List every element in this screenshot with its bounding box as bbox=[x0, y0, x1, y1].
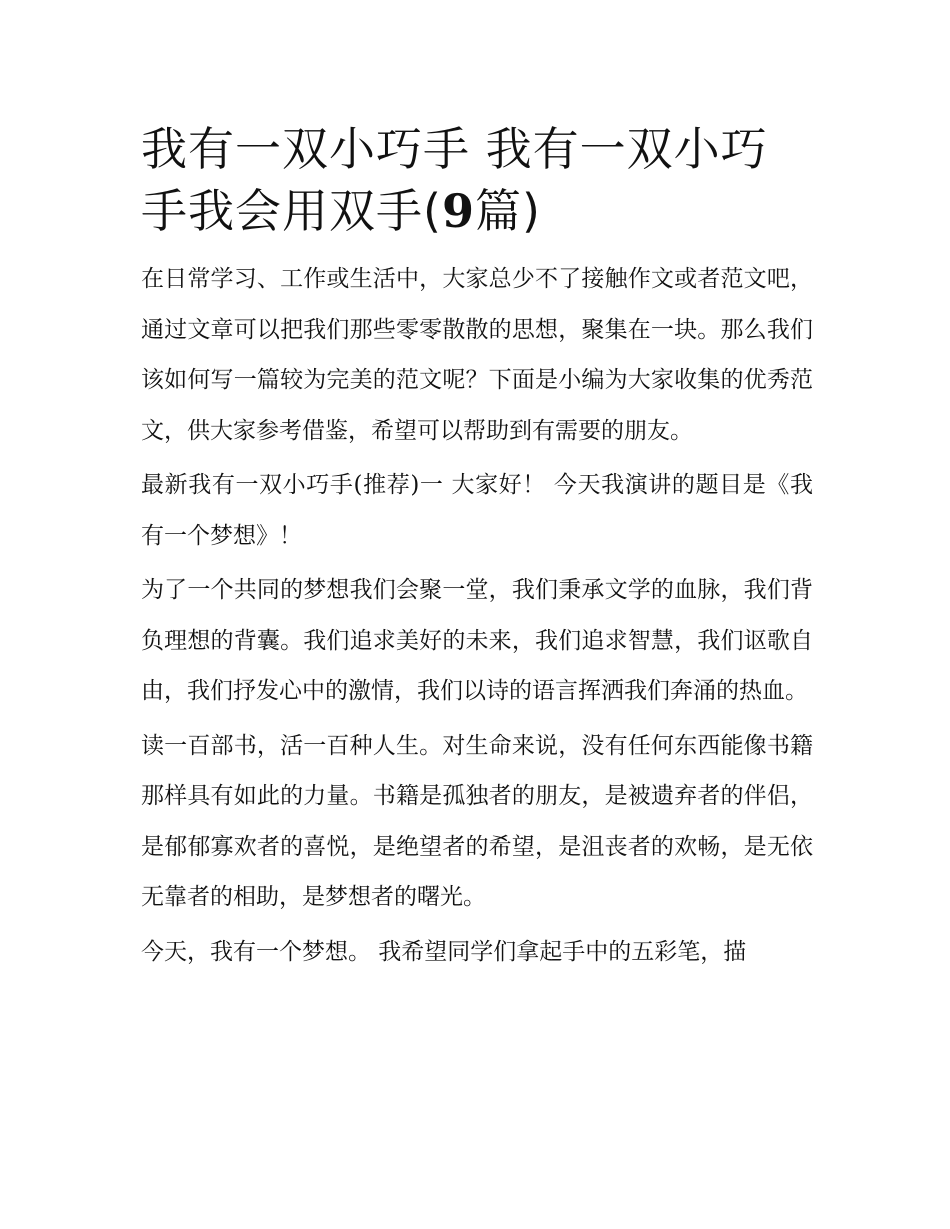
document-body bbox=[141, 254, 813, 977]
paragraph-common-dream: 为了一个共同的梦想我们会聚一堂，我们秉承文学的血脉，我们背负理想的背囊。我们追求美好的未来，我们追求智慧，我们讴歌自由，我们抒发心中的激情，我们以诗的语言挥洒我们奔涌的热血。 bbox=[141, 577, 813, 704]
paragraph-speech-opening: 最新我有一双小巧手(推荐)一 大家好！ 今天我演讲的题目是《我有一个梦想》！ bbox=[141, 472, 813, 549]
title-number: 9 bbox=[441, 184, 475, 238]
paragraph-intro: 在日常学习、工作或生活中，大家总少不了接触作文或者范文吧，通过文章可以把我们那些零零散散的思想，聚集在一块。那么我们该如何写一篇较为完美的范文呢？下面是小编为大家收集的优秀范文，供大家参考借鉴，希望可以帮助到有需要的朋友。 bbox=[141, 266, 813, 444]
title-text-part2: 篇) bbox=[474, 184, 541, 238]
document-title bbox=[141, 118, 813, 242]
paragraph-today-dream: 今天，我有一个梦想。 我希望同学们拿起手中的五彩笔，描 bbox=[141, 938, 747, 965]
paragraph-books: 读一百部书，活一百种人生。对生命来说，没有任何东西能像书籍那样具有如此的力量。书籍是孤独者的朋友，是被遗弃者的伴侣，是郁郁寡欢者的喜悦，是绝望者的希望，是沮丧者的欢畅，是无依无靠者的相助，是梦想者的曙光。 bbox=[141, 732, 813, 910]
title-text-part1: 我有一双小巧手 我有一双小巧手我会用双手( bbox=[141, 122, 768, 238]
document-content bbox=[141, 118, 813, 981]
